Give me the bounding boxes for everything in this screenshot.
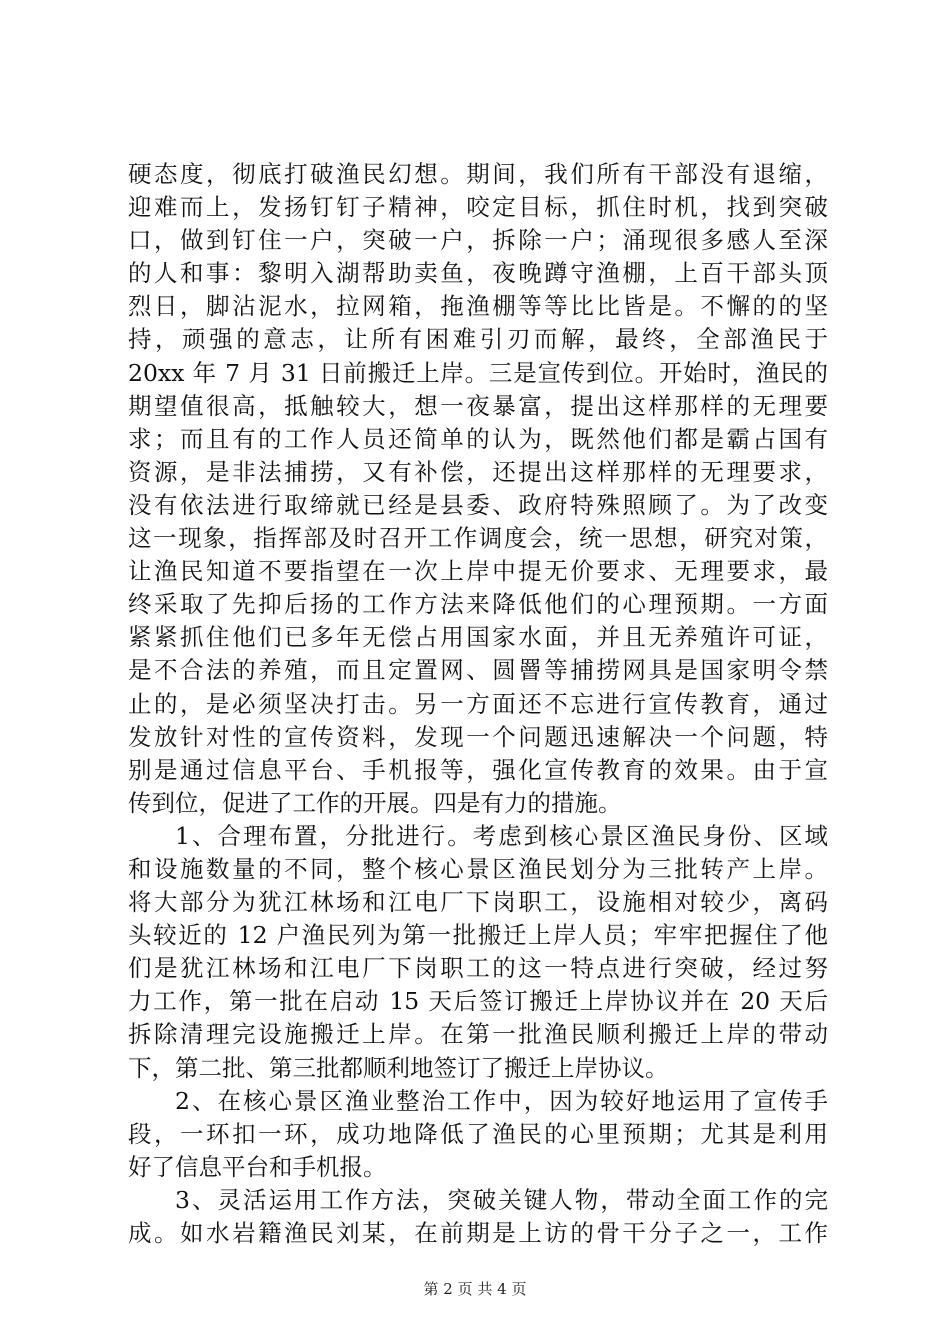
- text-line: 期望值很高，抵触较大，想一夜暴富，提出这样那样的无理要: [128, 391, 828, 420]
- text-line: 紧紧抓住他们已多年无偿占用国家水面，并且无养殖许可证，: [128, 623, 828, 652]
- text-line: 的人和事：黎明入湖帮助卖鱼，夜晚蹲守渔棚，上百干部头顶: [128, 259, 828, 288]
- paragraph-end-line: 下，第二批、第三批都顺利地签订了搬迁上岸协议。: [128, 1053, 669, 1082]
- text-line: 拆除清理完设施搬迁上岸。在第一批渔民顺利搬迁上岸的带动: [128, 1020, 828, 1049]
- text-line: 硬态度，彻底打破渔民幻想。期间，我们所有干部没有退缩，: [128, 160, 828, 188]
- text-line: 持，顽强的意志，让所有困难引刃而解，最终，全部渔民于: [128, 325, 828, 354]
- text-line: 口，做到钉住一户，突破一户，拆除一户；涌现很多感人至深: [128, 226, 828, 255]
- paragraph-end-line: 好了信息平台和手机报。: [128, 1152, 387, 1181]
- text-line: 段，一环扣一环，成功地降低了渔民的心里预期；尤其是利用: [128, 1119, 828, 1148]
- text-line: 是不合法的养殖，而且定置网、圆罾等捕捞网具是国家明令禁: [128, 656, 828, 685]
- text-line: 和设施数量的不同，整个核心景区渔民划分为三批转产上岸。: [128, 854, 828, 883]
- text-line: 20xx 年 7 月 31 日前搬迁上岸。三是宣传到位。开始时，渔民的: [128, 358, 828, 387]
- text-line: 别是通过信息平台、手机报等，强化宣传教育的效果。由于宣: [128, 755, 828, 784]
- text-line: 成。如水岩籍渔民刘某，在前期是上访的骨干分子之一，工作: [128, 1219, 828, 1247]
- text-line: 迎难而上，发扬钉钉子精神，咬定目标，抓住时机，找到突破: [128, 193, 828, 222]
- document-body: [128, 158, 828, 1250]
- text-line: 没有依法进行取缔就已经是县委、政府特殊照顾了。为了改变: [128, 490, 828, 519]
- text-line: 资源，是非法捕捞，又有补偿，还提出这样那样的无理要求，: [128, 457, 828, 486]
- list-item-2-start: 2、在核心景区渔业整治工作中，因为较好地运用了宣传手: [175, 1086, 828, 1115]
- text-line: 让渔民知道不要指望在一次上岸中提无价要求、无理要求，最: [128, 557, 828, 586]
- text-line: 终采取了先抑后扬的工作方法来降低他们的心理预期。一方面: [128, 590, 828, 619]
- text-line: 头较近的 12 户渔民列为第一批搬迁上岸人员；牢牢把握住了他: [128, 921, 828, 950]
- paragraph-end-line: 传到位，促进了工作的开展。四是有力的措施。: [128, 788, 622, 817]
- list-item-3-start: 3、灵活运用工作方法，突破关键人物，带动全面工作的完: [175, 1185, 828, 1214]
- text-line: 这一现象，指挥部及时召开工作调度会，统一思想，研究对策，: [128, 524, 828, 553]
- text-line: 求；而且有的工作人员还简单的认为，既然他们都是霸占国有: [128, 424, 828, 453]
- text-line: 们是犹江林场和江电厂下岗职工的这一特点进行突破，经过努: [128, 954, 828, 983]
- text-line: 力工作，第一批在启动 15 天后签订搬迁上岸协议并在 20 天后: [128, 987, 828, 1016]
- list-item-1-start: 1、合理布置，分批进行。考虑到核心景区渔民身份、区域: [175, 821, 828, 850]
- page-number-footer: 第 2 页 共 4 页: [423, 1280, 527, 1298]
- text-line: 发放针对性的宣传资料，发现一个问题迅速解决一个问题，特: [128, 722, 828, 751]
- text-line: 烈日，脚沾泥水，拉网箱，拖渔棚等等比比皆是。不懈的的坚: [128, 292, 828, 321]
- text-line: 止的，是必须坚决打击。另一方面还不忘进行宣传教育，通过: [128, 689, 828, 718]
- text-line: 将大部分为犹江林场和江电厂下岗职工，设施相对较少，离码: [128, 888, 828, 917]
